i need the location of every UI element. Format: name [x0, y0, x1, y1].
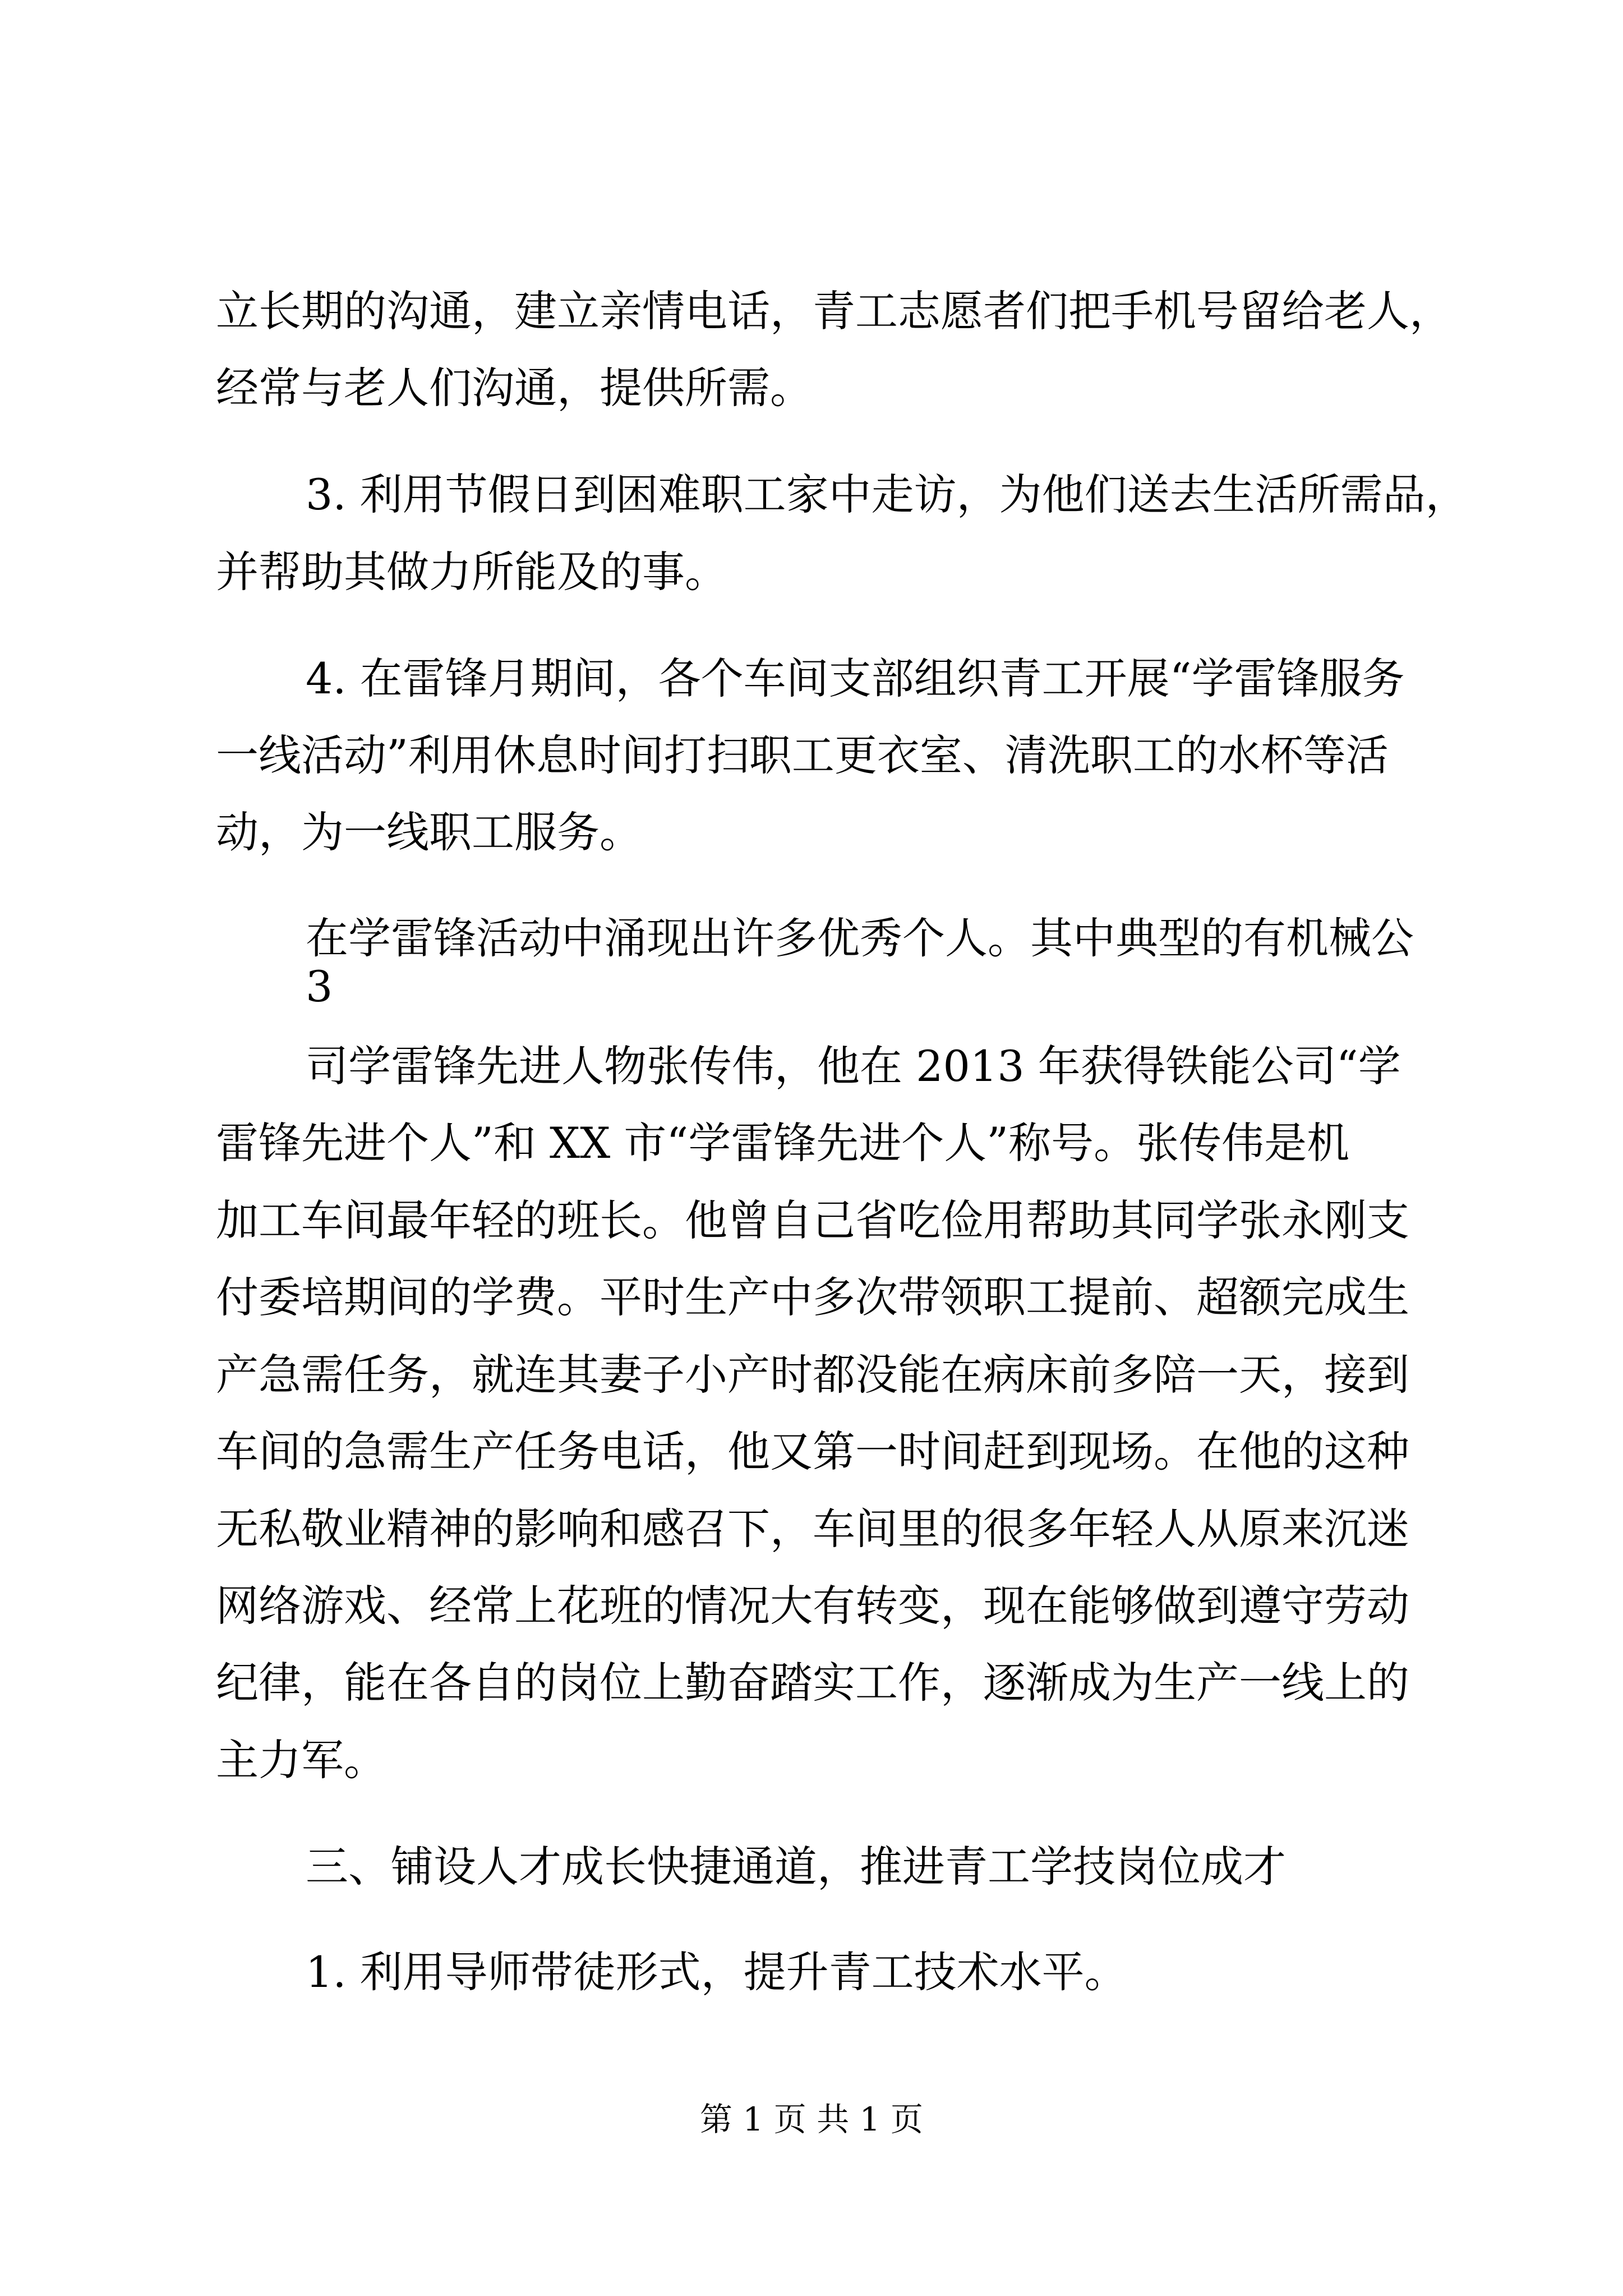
paragraph-line: 付委培期间的学费。平时生产中多次带领职工提前、超额完成生 [216, 1272, 1409, 1322]
paragraph-line: 并帮助其做力所能及的事。 [216, 547, 727, 597]
paragraph-line: 无私敬业精神的影响和感召下，车间里的很多年轻人从原来沉迷 [216, 1504, 1409, 1554]
paragraph-line: 在学雷锋活动中涌现出许多优秀个人。其中典型的有机械公 [306, 913, 1414, 963]
list-item-3-line: 3. 利用节假日到困难职工家中走访，为他们送去生活所需品， [306, 470, 1468, 519]
section-heading: 三、铺设人才成长快捷通道，推进青工学技岗位成才 [306, 1842, 1286, 1892]
paragraph-line: 网络游戏、经常上花班的情况大有转变，现在能够做到遵守劳动 [216, 1581, 1409, 1631]
paragraph-line: 车间的急需生产任务电话，他又第一时间赶到现场。在他的这种 [216, 1427, 1409, 1476]
paragraph-line: 立长期的沟通，建立亲情电话，青工志愿者们把手机号留给老人， [216, 286, 1452, 336]
paragraph-line: 一线活动”利用休息时间打扫职工更衣室、清洗职工的水杯等活 [216, 730, 1389, 780]
list-item-4-line: 4. 在雷锋月期间，各个车间支部组织青工开展“学雷锋服务 [306, 654, 1405, 703]
paragraph-line: 产急需任务，就连其妻子小产时都没能在病床前多陪一天，接到 [216, 1350, 1409, 1400]
paragraph-line: 动，为一线职工服务。 [216, 807, 642, 857]
page-footer: 第 1 页 共 1 页 [700, 2100, 923, 2138]
paragraph-line: 加工车间最年轻的班长。他曾自己省吃俭用帮助其同学张永刚支 [216, 1195, 1409, 1245]
paragraph-line: 主力军。 [216, 1735, 386, 1785]
paragraph-line: 纪律，能在各自的岗位上勤奋踏实工作，逐渐成为生产一线上的 [216, 1658, 1409, 1708]
list-item-1-line: 1. 利用导师带徒形式，提升青工技术水平。 [306, 1947, 1127, 1997]
inline-page-number: 3 [306, 961, 333, 1011]
paragraph-line: 雷锋先进个人”和 XX 市“学雷锋先进个人”称号。张传伟是机 [216, 1118, 1350, 1168]
paragraph-line: 司学雷锋先进人物张传伟，他在 2013 年获得铁能公司“学 [306, 1041, 1401, 1091]
paragraph-line: 经常与老人们沟通，提供所需。 [216, 363, 813, 413]
